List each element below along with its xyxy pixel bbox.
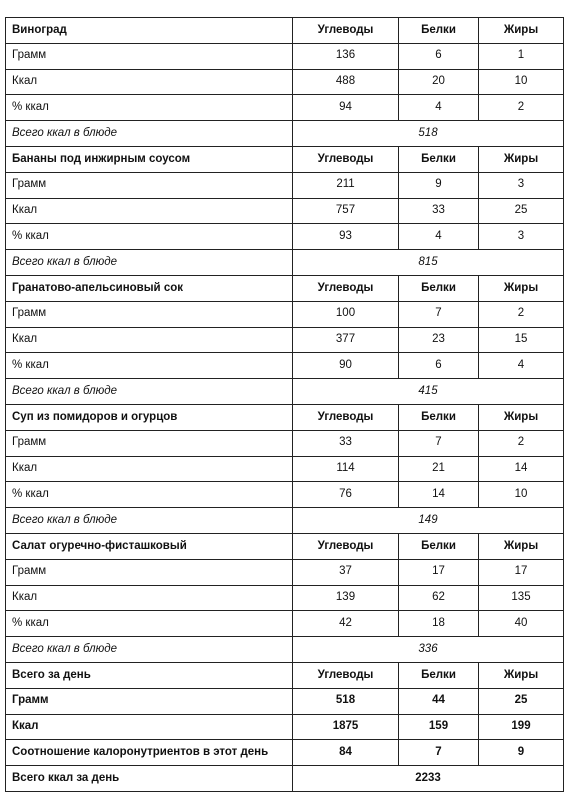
- fat-value: 14: [479, 456, 564, 482]
- fat-header: Жиры: [479, 146, 564, 172]
- fat-header: Жиры: [479, 275, 564, 301]
- fat-value: 135: [479, 585, 564, 611]
- row-label: Ккал: [6, 714, 293, 740]
- carbs-value: 37: [293, 559, 399, 585]
- nutrition-table-container: [5, 17, 564, 792]
- fat-header: Жиры: [479, 533, 564, 559]
- table-row: [6, 740, 564, 766]
- row-label: % ккал: [6, 611, 293, 637]
- carbs-value: 139: [293, 585, 399, 611]
- row-label: Ккал: [6, 585, 293, 611]
- total-row: [6, 508, 564, 534]
- row-label: % ккал: [6, 482, 293, 508]
- row-label: Грамм: [6, 172, 293, 198]
- protein-value: 17: [399, 559, 479, 585]
- fat-value: 4: [479, 353, 564, 379]
- section-header-row: [6, 404, 564, 430]
- carbs-header: Углеводы: [293, 533, 399, 559]
- carbs-value: 90: [293, 353, 399, 379]
- protein-header: Белки: [399, 404, 479, 430]
- carbs-value: 42: [293, 611, 399, 637]
- total-value: 415: [293, 379, 564, 405]
- dish-name: Виноград: [6, 18, 293, 44]
- protein-header: Белки: [399, 662, 479, 688]
- row-label: % ккал: [6, 224, 293, 250]
- protein-value: 14: [399, 482, 479, 508]
- table-row: [6, 43, 564, 69]
- fat-value: 25: [479, 688, 564, 714]
- row-label: Грамм: [6, 559, 293, 585]
- row-label: Ккал: [6, 69, 293, 95]
- row-label: Грамм: [6, 301, 293, 327]
- section-header-row: [6, 18, 564, 44]
- section-header-row: [6, 533, 564, 559]
- row-label: % ккал: [6, 95, 293, 121]
- carbs-value: 76: [293, 482, 399, 508]
- total-label: Всего ккал за день: [6, 766, 293, 792]
- table-row: [6, 430, 564, 456]
- total-row: [6, 121, 564, 147]
- dish-name: Бананы под инжирным соусом: [6, 146, 293, 172]
- carbs-value: 94: [293, 95, 399, 121]
- table-row: [6, 559, 564, 585]
- carbs-value: 1875: [293, 714, 399, 740]
- total-row: [6, 766, 564, 792]
- nutrition-table: [5, 17, 564, 792]
- table-row: [6, 301, 564, 327]
- protein-header: Белки: [399, 533, 479, 559]
- carbs-value: 114: [293, 456, 399, 482]
- carbs-value: 136: [293, 43, 399, 69]
- row-label: % ккал: [6, 353, 293, 379]
- protein-value: 33: [399, 198, 479, 224]
- fat-value: 2: [479, 301, 564, 327]
- row-label: Ккал: [6, 198, 293, 224]
- fat-value: 2: [479, 95, 564, 121]
- protein-header: Белки: [399, 146, 479, 172]
- protein-value: 4: [399, 224, 479, 250]
- section-header-row: [6, 662, 564, 688]
- fat-value: 25: [479, 198, 564, 224]
- table-row: [6, 95, 564, 121]
- table-row: [6, 456, 564, 482]
- carbs-value: 211: [293, 172, 399, 198]
- section-header-row: [6, 146, 564, 172]
- fat-header: Жиры: [479, 662, 564, 688]
- fat-value: 2: [479, 430, 564, 456]
- row-label: Ккал: [6, 456, 293, 482]
- total-row: [6, 250, 564, 276]
- protein-value: 7: [399, 430, 479, 456]
- fat-value: 10: [479, 69, 564, 95]
- fat-value: 10: [479, 482, 564, 508]
- carbs-value: 33: [293, 430, 399, 456]
- row-label: Ккал: [6, 327, 293, 353]
- protein-value: 6: [399, 43, 479, 69]
- total-value: 336: [293, 637, 564, 663]
- carbs-value: 100: [293, 301, 399, 327]
- total-label: Всего ккал в блюде: [6, 121, 293, 147]
- protein-value: 20: [399, 69, 479, 95]
- total-value: 518: [293, 121, 564, 147]
- carbs-value: 377: [293, 327, 399, 353]
- dish-name: Гранатово-апельсиновый сок: [6, 275, 293, 301]
- table-row: [6, 585, 564, 611]
- total-label: Всего ккал в блюде: [6, 637, 293, 663]
- carbs-header: Углеводы: [293, 275, 399, 301]
- total-row: [6, 379, 564, 405]
- total-label: Всего ккал в блюде: [6, 379, 293, 405]
- row-label: Грамм: [6, 43, 293, 69]
- fat-value: 199: [479, 714, 564, 740]
- fat-value: 1: [479, 43, 564, 69]
- dish-name: Салат огуречно-фисташковый: [6, 533, 293, 559]
- dish-name: Всего за день: [6, 662, 293, 688]
- total-label: Всего ккал в блюде: [6, 250, 293, 276]
- carbs-header: Углеводы: [293, 146, 399, 172]
- table-row: [6, 327, 564, 353]
- fat-value: 9: [479, 740, 564, 766]
- total-value: 815: [293, 250, 564, 276]
- table-row: [6, 224, 564, 250]
- carbs-value: 488: [293, 69, 399, 95]
- carbs-header: Углеводы: [293, 18, 399, 44]
- protein-value: 21: [399, 456, 479, 482]
- section-header-row: [6, 275, 564, 301]
- total-value: 2233: [293, 766, 564, 792]
- table-row: [6, 172, 564, 198]
- fat-value: 15: [479, 327, 564, 353]
- protein-value: 44: [399, 688, 479, 714]
- protein-value: 9: [399, 172, 479, 198]
- carbs-value: 84: [293, 740, 399, 766]
- protein-value: 4: [399, 95, 479, 121]
- table-row: [6, 714, 564, 740]
- nutrition-table-body: [6, 18, 564, 792]
- protein-header: Белки: [399, 275, 479, 301]
- protein-value: 7: [399, 740, 479, 766]
- table-row: [6, 688, 564, 714]
- table-row: [6, 353, 564, 379]
- fat-value: 40: [479, 611, 564, 637]
- fat-value: 17: [479, 559, 564, 585]
- dish-name: Суп из помидоров и огурцов: [6, 404, 293, 430]
- protein-header: Белки: [399, 18, 479, 44]
- protein-value: 62: [399, 585, 479, 611]
- table-row: [6, 69, 564, 95]
- fat-header: Жиры: [479, 404, 564, 430]
- total-value: 149: [293, 508, 564, 534]
- total-row: [6, 637, 564, 663]
- protein-value: 18: [399, 611, 479, 637]
- total-label: Всего ккал в блюде: [6, 508, 293, 534]
- table-row: [6, 611, 564, 637]
- carbs-header: Углеводы: [293, 662, 399, 688]
- row-label: Соотношение калоронутриентов в этот день: [6, 740, 293, 766]
- fat-value: 3: [479, 172, 564, 198]
- carbs-header: Углеводы: [293, 404, 399, 430]
- protein-value: 6: [399, 353, 479, 379]
- protein-value: 7: [399, 301, 479, 327]
- carbs-value: 757: [293, 198, 399, 224]
- protein-value: 23: [399, 327, 479, 353]
- row-label: Грамм: [6, 688, 293, 714]
- row-label: Грамм: [6, 430, 293, 456]
- protein-value: 159: [399, 714, 479, 740]
- table-row: [6, 482, 564, 508]
- table-row: [6, 198, 564, 224]
- carbs-value: 518: [293, 688, 399, 714]
- fat-value: 3: [479, 224, 564, 250]
- fat-header: Жиры: [479, 18, 564, 44]
- carbs-value: 93: [293, 224, 399, 250]
